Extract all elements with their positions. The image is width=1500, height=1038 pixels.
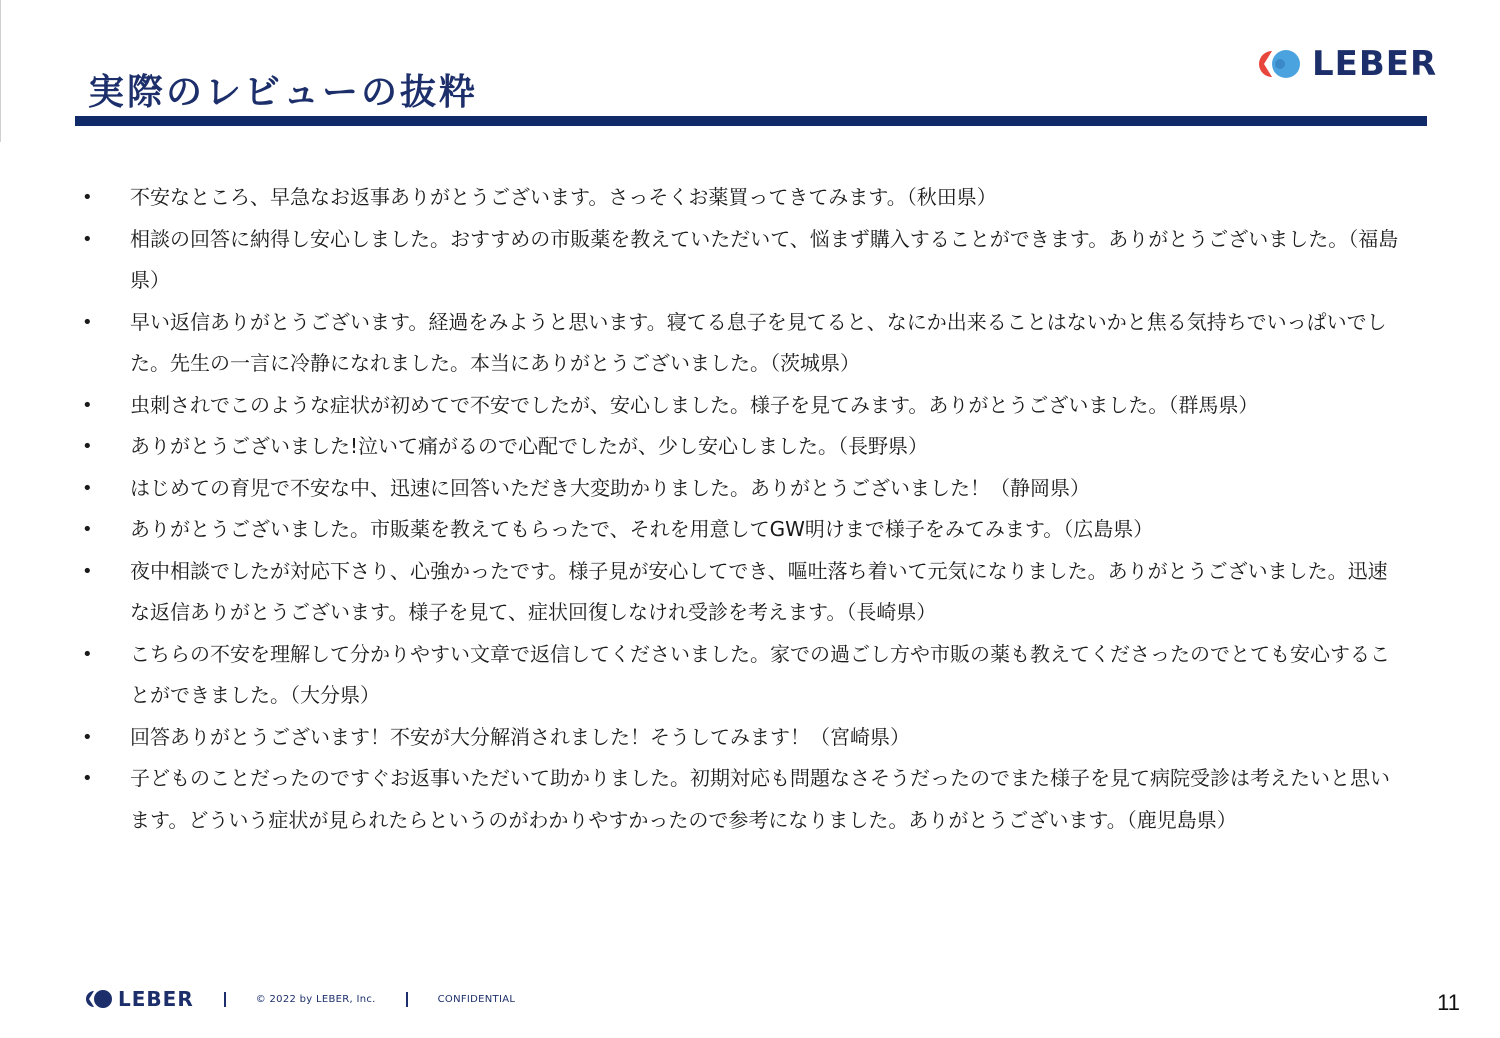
review-text: はじめての育児で不安な中、迅速に回答いただき大変助かりました。ありがとうございました！（静岡県） (130, 475, 1090, 500)
bullet-icon: • (82, 726, 93, 748)
bullet-icon: • (82, 436, 93, 457)
review-text: 相談の回答に納得し安心しました。おすすめの市販薬を教えていただいて、悩まず購入することができます。ありがとうございました。（福島県） (130, 226, 1399, 292)
footer-logo-wordmark: LEBER (118, 987, 194, 1011)
footer-confidential: CONFIDENTIAL (437, 993, 516, 1005)
bullet-icon: • (82, 228, 93, 250)
review-text: 回答ありがとうございます！不安が大分解消されました！そうしてみます！（宮崎県） (130, 724, 910, 749)
bullet-icon: • (82, 560, 93, 582)
footer (78, 986, 515, 1012)
review-text: こちらの不安を理解して分かりやすい文章で返信してくださいました。家での過ごし方や市販の薬も教えてくださったのでとても安心することができました。（大分県） (130, 641, 1390, 707)
leber-logo-mark-icon (1246, 46, 1304, 82)
bullet-icon: • (82, 394, 93, 416)
review-text: 虫刺されでこのような症状が初めてで不安でしたが、安心しました。様子を見てみます。ありがとうございました。（群馬県） (130, 392, 1259, 417)
review-text: ありがとうございました!泣いて痛がるので心配でしたが、少し安心しました。（長野県） (130, 434, 929, 458)
review-item (82, 634, 1402, 717)
header-divider (75, 116, 1427, 126)
review-item (82, 717, 1402, 759)
review-text: 早い返信ありがとうございます。経過をみようと思います。寝てる息子を見てると、なにか出来ることはないかと焦る気持ちでいっぱいでした。先生の一言に冷静になれました。本当にありがとうございました。（茨城県） (130, 309, 1387, 375)
review-item (82, 219, 1402, 302)
footer-copyright: © 2022 by LEBER, Inc. (255, 993, 376, 1005)
review-item (82, 758, 1402, 841)
review-text: 不安なところ、早急なお返事ありがとうございます。さっそくお薬買ってきてみます。（秋田県） (130, 185, 997, 209)
leber-logo (1246, 44, 1437, 84)
review-item (82, 302, 1402, 385)
page-edge-line (0, 0, 1, 142)
review-item (82, 468, 1402, 510)
footer-separator (406, 992, 408, 1007)
page-title: 実際のレビューの抜粋 (88, 72, 479, 114)
review-item (82, 385, 1402, 427)
review-item (82, 509, 1402, 551)
review-item (82, 426, 1402, 468)
bullet-icon: • (82, 768, 93, 789)
logo-wordmark: LEBER (1312, 44, 1438, 84)
review-text: 子どものことだったのですぐお返事いただいて助かりました。初期対応も問題なさそうだったのでまた様子を見て病院受診は考えたいと思います。どういう症状が見られたらというのがわかりやすかったので参考になりました。ありがとうございます。（鹿児島県） (130, 766, 1390, 832)
footer-separator (224, 992, 226, 1007)
bullet-icon: • (82, 477, 93, 499)
review-item (82, 177, 1402, 219)
bullet-icon: • (82, 187, 93, 208)
footer-logo-mark-icon (78, 988, 114, 1010)
review-text: 夜中相談でしたが対応下さり、心強かったです。様子見が安心してでき、嘔吐落ち着いて元気になりました。ありがとうございました。迅速な返信ありがとうございます。様子を見て、症状回復しなけれ受診を考えます。（長崎県） (130, 558, 1388, 624)
review-list (82, 177, 1402, 841)
page-number: 11 (1437, 990, 1460, 1015)
bullet-icon: • (82, 311, 93, 333)
review-text: ありがとうございました。市販薬を教えてもらったで、それを用意してGW明けまで様子をみてみます。（広島県） (130, 517, 1154, 541)
bullet-icon: • (82, 519, 93, 540)
review-item (82, 551, 1402, 634)
bullet-icon: • (82, 643, 93, 665)
